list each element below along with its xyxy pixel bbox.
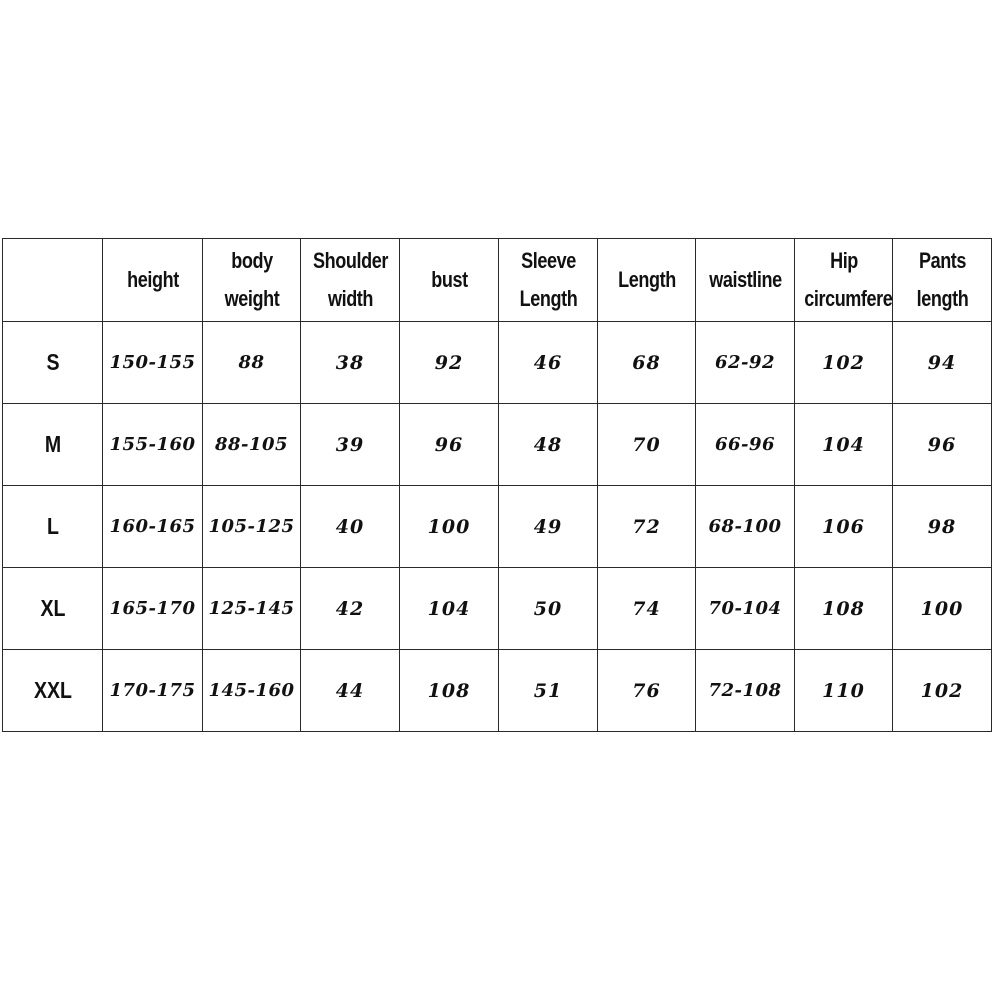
pants-length-cell: 94 (893, 322, 992, 404)
size-label: XL (10, 568, 95, 650)
pants-length-cell: 102 (893, 650, 992, 732)
waistline-cell: 66-96 (696, 404, 795, 486)
waistline-cell: 68-100 (696, 486, 795, 568)
header-pants-length-line-2: length (916, 286, 968, 311)
size-chart-table (2, 238, 992, 732)
bust-cell: 104 (400, 568, 499, 650)
header-body-weight-line-1: body (230, 248, 273, 273)
hip-circumference-cell: 110 (795, 650, 893, 732)
pants-length-cell: 96 (893, 404, 992, 486)
sleeve-length-cell: 48 (499, 404, 598, 486)
header-cell-size (12, 239, 94, 322)
table-row-l (3, 486, 992, 568)
bust-cell: 108 (400, 650, 499, 732)
pants-length-cell: 100 (893, 568, 992, 650)
header-cell-bust (408, 239, 489, 322)
size-label: M (10, 404, 95, 486)
shoulder-width-cell: 39 (301, 404, 400, 486)
header-shoulder-width-line-1: Shoulder (312, 248, 388, 273)
header-cell-shoulder-width (309, 239, 390, 322)
height-cell: 170-175 (103, 650, 203, 732)
bust-cell: 100 (400, 486, 499, 568)
waistline-cell: 72-108 (696, 650, 795, 732)
header-pants-length-line-1: Pants (918, 248, 966, 273)
hip-circumference-cell: 102 (795, 322, 893, 404)
table-row-m (3, 404, 992, 486)
table-row-xxl (3, 650, 992, 732)
header-cell-body-weight (211, 239, 291, 322)
bust-cell: 92 (400, 322, 499, 404)
header-cell-length (606, 239, 686, 322)
header-cell-height (112, 239, 194, 322)
body-weight-cell: 125-145 (203, 568, 301, 650)
header-sleeve-length-line-1: Sleeve (520, 248, 576, 273)
header-height-line-1: height (126, 267, 179, 292)
sleeve-length-cell: 46 (499, 322, 598, 404)
header-hip-line-2: circumfere (803, 286, 892, 311)
header-hip-line-1: Hip (829, 248, 858, 273)
sleeve-length-cell: 49 (499, 486, 598, 568)
body-weight-cell: 88 (203, 322, 301, 404)
height-cell: 150-155 (103, 322, 203, 404)
header-cell-sleeve-length (507, 239, 588, 322)
header-shoulder-width-line-2: width (327, 286, 373, 311)
length-cell: 72 (598, 486, 696, 568)
length-cell: 70 (598, 404, 696, 486)
length-cell: 76 (598, 650, 696, 732)
header-sleeve-length-line-2: Length (519, 286, 577, 311)
length-cell: 68 (598, 322, 696, 404)
body-weight-cell: 105-125 (203, 486, 301, 568)
header-cell-pants-length (901, 239, 982, 322)
header-row (3, 239, 992, 322)
sleeve-length-cell: 51 (499, 650, 598, 732)
hip-circumference-cell: 104 (795, 404, 893, 486)
hip-circumference-cell: 106 (795, 486, 893, 568)
header-body-weight-line-2: weight (224, 286, 279, 311)
body-weight-cell: 88-105 (203, 404, 301, 486)
length-cell: 74 (598, 568, 696, 650)
height-cell: 160-165 (103, 486, 203, 568)
table-row-s (3, 322, 992, 404)
sleeve-length-cell: 50 (499, 568, 598, 650)
hip-circumference-cell: 108 (795, 568, 893, 650)
size-label: L (10, 486, 95, 568)
header-cell-hip-circumference (803, 239, 892, 322)
bust-cell: 96 (400, 404, 499, 486)
pants-length-cell: 98 (893, 486, 992, 568)
size-label: XXL (10, 650, 95, 732)
height-cell: 165-170 (103, 568, 203, 650)
header-cell-waistline (704, 239, 785, 322)
shoulder-width-cell: 44 (301, 650, 400, 732)
header-waistline-line-1: waistline (708, 267, 782, 292)
height-cell: 155-160 (103, 404, 203, 486)
waistline-cell: 70-104 (696, 568, 795, 650)
header-length-line-1: Length (617, 267, 676, 292)
table-row-xl (3, 568, 992, 650)
waistline-cell: 62-92 (696, 322, 795, 404)
size-label: S (10, 322, 95, 404)
shoulder-width-cell: 42 (301, 568, 400, 650)
shoulder-width-cell: 40 (301, 486, 400, 568)
shoulder-width-cell: 38 (301, 322, 400, 404)
header-bust-line-1: bust (430, 267, 468, 292)
body-weight-cell: 145-160 (203, 650, 301, 732)
